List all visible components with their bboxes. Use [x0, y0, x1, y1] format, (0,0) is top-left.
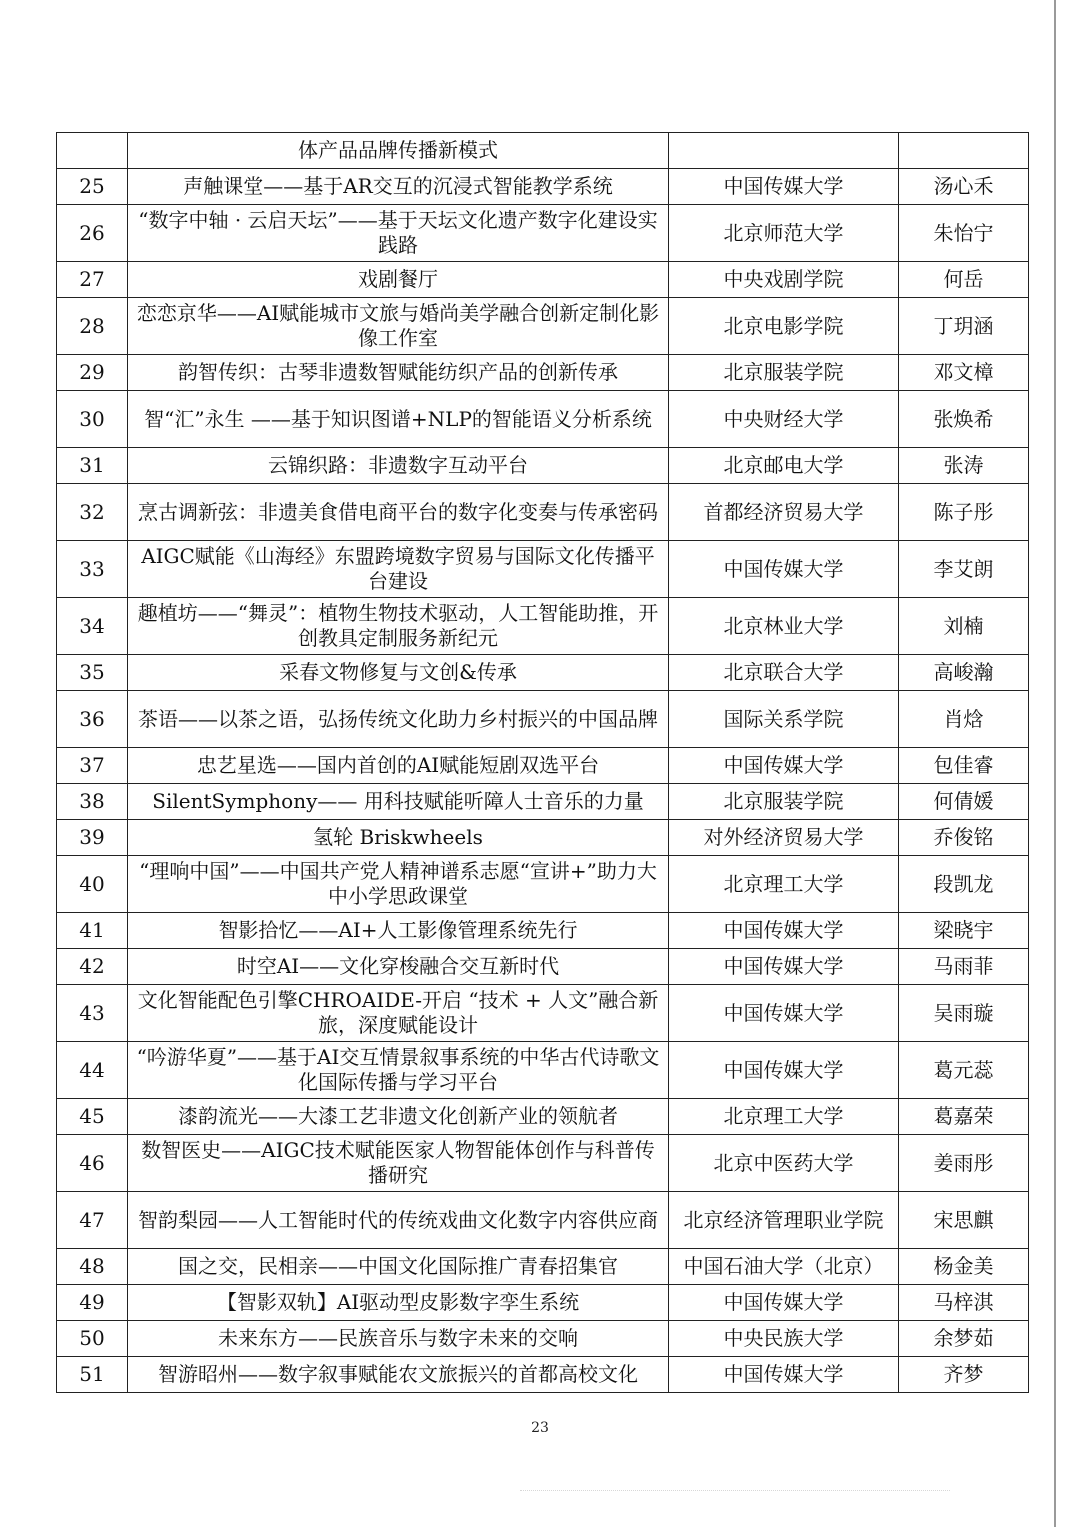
school-name: 中国传媒大学 — [669, 748, 899, 784]
page-number: 23 — [531, 1420, 549, 1436]
person-name: 包佳睿 — [899, 748, 1029, 784]
person-name: 吴雨璇 — [899, 985, 1029, 1042]
project-title: 云锦织路：非遗数字互动平台 — [128, 448, 669, 484]
row-number: 42 — [57, 949, 128, 985]
school-name: 国际关系学院 — [669, 691, 899, 748]
project-title: “吟游华夏”——基于AI交互情景叙事系统的中华古代诗歌文化国际传播与学习平台 — [128, 1042, 669, 1099]
table-row — [57, 448, 1029, 484]
row-number: 26 — [57, 205, 128, 262]
table-row — [57, 691, 1029, 748]
table-row — [57, 205, 1029, 262]
person-name: 汤心禾 — [899, 169, 1029, 205]
person-name: 朱怡宁 — [899, 205, 1029, 262]
project-title: 忠艺星选——国内首创的AI赋能短剧双选平台 — [128, 748, 669, 784]
person-name: 葛嘉荣 — [899, 1099, 1029, 1135]
table-row — [57, 541, 1029, 598]
project-title: 未来东方——民族音乐与数字未来的交响 — [128, 1321, 669, 1357]
person-name: 张涛 — [899, 448, 1029, 484]
school-name: 中央戏剧学院 — [669, 262, 899, 298]
row-number: 46 — [57, 1135, 128, 1192]
row-number: 27 — [57, 262, 128, 298]
project-title: 数智医史——AIGC技术赋能医家人物智能体创作与科普传播研究 — [128, 1135, 669, 1192]
row-number: 47 — [57, 1192, 128, 1249]
project-title: 体产品品牌传播新模式 — [128, 133, 669, 169]
project-title: 恋恋京华——AI赋能城市文旅与婚尚美学融合创新定制化影像工作室 — [128, 298, 669, 355]
school-name: 中国传媒大学 — [669, 913, 899, 949]
project-title: 漆韵流光——大漆工艺非遗文化创新产业的领航者 — [128, 1099, 669, 1135]
page-edge-line — [1054, 0, 1056, 1527]
table-row — [57, 355, 1029, 391]
project-title: 声触课堂——基于AR交互的沉浸式智能教学系统 — [128, 169, 669, 205]
person-name: 葛元蕊 — [899, 1042, 1029, 1099]
project-title: 智影拾忆——AI+人工影像管理系统先行 — [128, 913, 669, 949]
person-name: 杨金美 — [899, 1249, 1029, 1285]
table-row — [57, 1135, 1029, 1192]
school-name: 北京服装学院 — [669, 784, 899, 820]
person-name: 齐梦 — [899, 1357, 1029, 1393]
scan-artifact — [520, 1490, 950, 1493]
row-number: 45 — [57, 1099, 128, 1135]
project-title: 戏剧餐厅 — [128, 262, 669, 298]
table-row — [57, 169, 1029, 205]
row-number: 31 — [57, 448, 128, 484]
table-row — [57, 1249, 1029, 1285]
person-name: 丁玥涵 — [899, 298, 1029, 355]
school-name: 中国传媒大学 — [669, 169, 899, 205]
row-number: 41 — [57, 913, 128, 949]
person-name — [899, 133, 1029, 169]
row-number: 36 — [57, 691, 128, 748]
project-table-body — [57, 133, 1029, 1393]
project-title: 烹古调新弦：非遗美食借电商平台的数字化变奏与传承密码 — [128, 484, 669, 541]
person-name: 马梓淇 — [899, 1285, 1029, 1321]
project-title: 茶语——以茶之语，弘扬传统文化助力乡村振兴的中国品牌 — [128, 691, 669, 748]
person-name: 肖焓 — [899, 691, 1029, 748]
school-name: 中国传媒大学 — [669, 985, 899, 1042]
project-title: AIGC赋能《山海经》东盟跨境数字贸易与国际文化传播平台建设 — [128, 541, 669, 598]
table-row — [57, 655, 1029, 691]
person-name: 高峻瀚 — [899, 655, 1029, 691]
table-row — [57, 1321, 1029, 1357]
school-name: 中国传媒大学 — [669, 1285, 899, 1321]
row-number: 50 — [57, 1321, 128, 1357]
person-name: 宋思麒 — [899, 1192, 1029, 1249]
project-title: 智“汇”永生 ——基于知识图谱+NLP的智能语义分析系统 — [128, 391, 669, 448]
row-number: 39 — [57, 820, 128, 856]
table-row — [57, 820, 1029, 856]
row-number: 37 — [57, 748, 128, 784]
person-name: 何岳 — [899, 262, 1029, 298]
table-row — [57, 1042, 1029, 1099]
project-title: SilentSymphony—— 用科技赋能听障人士音乐的力量 — [128, 784, 669, 820]
project-table — [56, 132, 1029, 1393]
table-row — [57, 1285, 1029, 1321]
person-name: 张焕希 — [899, 391, 1029, 448]
project-title: 韵智传织：古琴非遗数智赋能纺织产品的创新传承 — [128, 355, 669, 391]
row-number: 35 — [57, 655, 128, 691]
table-row — [57, 262, 1029, 298]
project-title: 文化智能配色引擎CHROAIDE-开启 “技术 + 人文”融合新旅，深度赋能设计 — [128, 985, 669, 1042]
row-number: 43 — [57, 985, 128, 1042]
table-row — [57, 598, 1029, 655]
table-row — [57, 484, 1029, 541]
school-name: 中央财经大学 — [669, 391, 899, 448]
table-row — [57, 298, 1029, 355]
person-name: 李艾朗 — [899, 541, 1029, 598]
person-name: 乔俊铭 — [899, 820, 1029, 856]
row-number: 29 — [57, 355, 128, 391]
table-row — [57, 1099, 1029, 1135]
person-name: 余梦茹 — [899, 1321, 1029, 1357]
project-title: 智韵梨园——人工智能时代的传统戏曲文化数字内容供应商 — [128, 1192, 669, 1249]
person-name: 段凯龙 — [899, 856, 1029, 913]
row-number: 32 — [57, 484, 128, 541]
table-row — [57, 913, 1029, 949]
row-number: 25 — [57, 169, 128, 205]
person-name: 何倩媛 — [899, 784, 1029, 820]
school-name: 中央民族大学 — [669, 1321, 899, 1357]
school-name: 中国传媒大学 — [669, 541, 899, 598]
project-title: 时空AI——文化穿梭融合交互新时代 — [128, 949, 669, 985]
table-row — [57, 985, 1029, 1042]
school-name — [669, 133, 899, 169]
school-name: 北京服装学院 — [669, 355, 899, 391]
project-title: 采春文物修复与文创&传承 — [128, 655, 669, 691]
table-row — [57, 391, 1029, 448]
project-title: “理响中国”——中国共产党人精神谱系志愿“宣讲+”助力大中小学思政课堂 — [128, 856, 669, 913]
row-number — [57, 133, 128, 169]
person-name: 马雨菲 — [899, 949, 1029, 985]
table-row — [57, 748, 1029, 784]
school-name: 中国传媒大学 — [669, 1357, 899, 1393]
project-title: 趣植坊——“舞灵”：植物生物技术驱动，人工智能助推，开创教具定制服务新纪元 — [128, 598, 669, 655]
row-number: 34 — [57, 598, 128, 655]
project-title: 氢轮 Briskwheels — [128, 820, 669, 856]
row-number: 51 — [57, 1357, 128, 1393]
school-name: 中国石油大学（北京） — [669, 1249, 899, 1285]
school-name: 北京联合大学 — [669, 655, 899, 691]
project-title: 【智影双轨】AI驱动型皮影数字孪生系统 — [128, 1285, 669, 1321]
row-number: 28 — [57, 298, 128, 355]
school-name: 北京中医药大学 — [669, 1135, 899, 1192]
school-name: 首都经济贸易大学 — [669, 484, 899, 541]
school-name: 北京经济管理职业学院 — [669, 1192, 899, 1249]
table-row — [57, 1192, 1029, 1249]
school-name: 中国传媒大学 — [669, 949, 899, 985]
school-name: 北京理工大学 — [669, 856, 899, 913]
person-name: 邓文樟 — [899, 355, 1029, 391]
table-row — [57, 1357, 1029, 1393]
row-number: 30 — [57, 391, 128, 448]
row-number: 40 — [57, 856, 128, 913]
row-number: 44 — [57, 1042, 128, 1099]
person-name: 梁晓宇 — [899, 913, 1029, 949]
school-name: 北京电影学院 — [669, 298, 899, 355]
school-name: 北京理工大学 — [669, 1099, 899, 1135]
project-title: “数字中轴 · 云启天坛”——基于天坛文化遗产数字化建设实践路 — [128, 205, 669, 262]
table-row — [57, 784, 1029, 820]
project-title: 智游昭州——数字叙事赋能农文旅振兴的首都高校文化 — [128, 1357, 669, 1393]
row-number: 49 — [57, 1285, 128, 1321]
person-name: 姜雨彤 — [899, 1135, 1029, 1192]
table-row — [57, 856, 1029, 913]
school-name: 北京林业大学 — [669, 598, 899, 655]
row-number: 38 — [57, 784, 128, 820]
table-row — [57, 949, 1029, 985]
continued-row — [57, 133, 1029, 169]
project-title: 国之交，民相亲——中国文化国际推广青春招集官 — [128, 1249, 669, 1285]
school-name: 北京邮电大学 — [669, 448, 899, 484]
school-name: 对外经济贸易大学 — [669, 820, 899, 856]
row-number: 33 — [57, 541, 128, 598]
person-name: 陈子彤 — [899, 484, 1029, 541]
person-name: 刘楠 — [899, 598, 1029, 655]
school-name: 中国传媒大学 — [669, 1042, 899, 1099]
school-name: 北京师范大学 — [669, 205, 899, 262]
row-number: 48 — [57, 1249, 128, 1285]
